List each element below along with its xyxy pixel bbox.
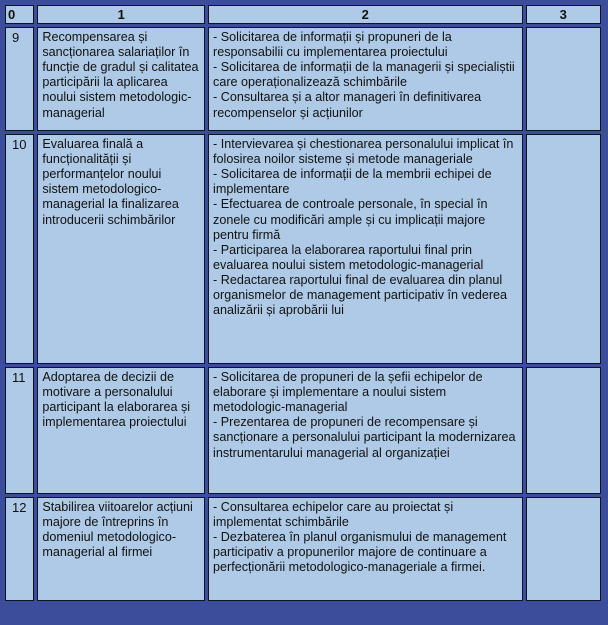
row-number: 10 [5, 134, 34, 364]
actions-cell [208, 497, 522, 601]
activity-cell: Evaluarea finală a funcționalității și performanțelor noului sistem metodologico-managerial la finalizarea introducerii schimbărilor [37, 134, 205, 364]
activities-table [2, 2, 604, 604]
action-item: - Efectuarea de controale personale, în special în zonele cu modificări ample și cu implicații majore pentru firmă [213, 197, 488, 242]
action-item: - Solicitarea de propuneri de la șefii echipelor de elaborare și implementare a noului sistem metodologic-managerial [213, 370, 483, 415]
action-item: - Intervievarea și chestionarea personalului implicat în folosirea noilor sisteme și metode manageriale [213, 137, 514, 167]
actions-cell [208, 27, 522, 131]
action-item: - Participarea la elaborarea raportului final prin evaluarea noului sistem metodologic-managerial [213, 242, 484, 272]
action-item: - Solicitarea de informații de la membrii echipei de implementare [213, 167, 492, 197]
table-row [5, 27, 601, 131]
header-col-2: 2 [208, 5, 522, 24]
row-number: 12 [5, 497, 34, 601]
table-row [5, 367, 601, 494]
actions-cell [208, 367, 522, 494]
empty-cell [526, 27, 602, 131]
action-item: - Redactarea raportului final de evaluarea din planul organismelor de management participativ în vederea analizării și aprobării lui [213, 272, 508, 318]
activity-cell: Stabilirea viitoarelor acțiuni majore de întreprins în domeniul metodologico-managerial al firmei [37, 497, 205, 601]
table-row [5, 497, 601, 601]
activity-cell: Recompensarea și sancționarea salariaților în funcție de gradul și calitatea participării la aplicarea noului sistem metodologic-managerial [37, 27, 205, 131]
header-col-3: 3 [526, 5, 602, 24]
table-row [5, 134, 601, 364]
action-item: - Solicitarea de informații și propuneri de la responsabilii cu implementarea proiectului [213, 30, 452, 60]
empty-cell [526, 134, 602, 364]
row-number: 11 [5, 367, 34, 494]
activity-cell: Adoptarea de decizii de motivare a personalului participant la elaborarea și implementarea proiectului [37, 367, 205, 494]
action-item: - Consultarea echipelor care au proiectat și implementat schimbările [213, 500, 454, 530]
empty-cell [526, 367, 602, 494]
actions-cell [208, 134, 522, 364]
action-item: - Solicitarea de informații de la managerii și specialiștii care operaționalizează schimbările [213, 60, 515, 90]
row-number: 9 [5, 27, 34, 131]
header-row [5, 5, 601, 24]
header-col-0: 0 [5, 5, 34, 24]
action-item: - Prezentarea de propuneri de recompensare și sancționare a personalului participant la modernizarea instrumentarului managerial al organizației [213, 415, 516, 460]
header-col-1: 1 [37, 5, 205, 24]
empty-cell [526, 497, 602, 601]
action-item: - Dezbaterea în planul organismului de management participativ a propunerilor majore de continuare a perfecționării metodologico-manageriale a firmei. [213, 530, 507, 575]
action-item: - Consultarea și a altor manageri în definitivarea recompenselor și acțiunilor [213, 90, 482, 120]
